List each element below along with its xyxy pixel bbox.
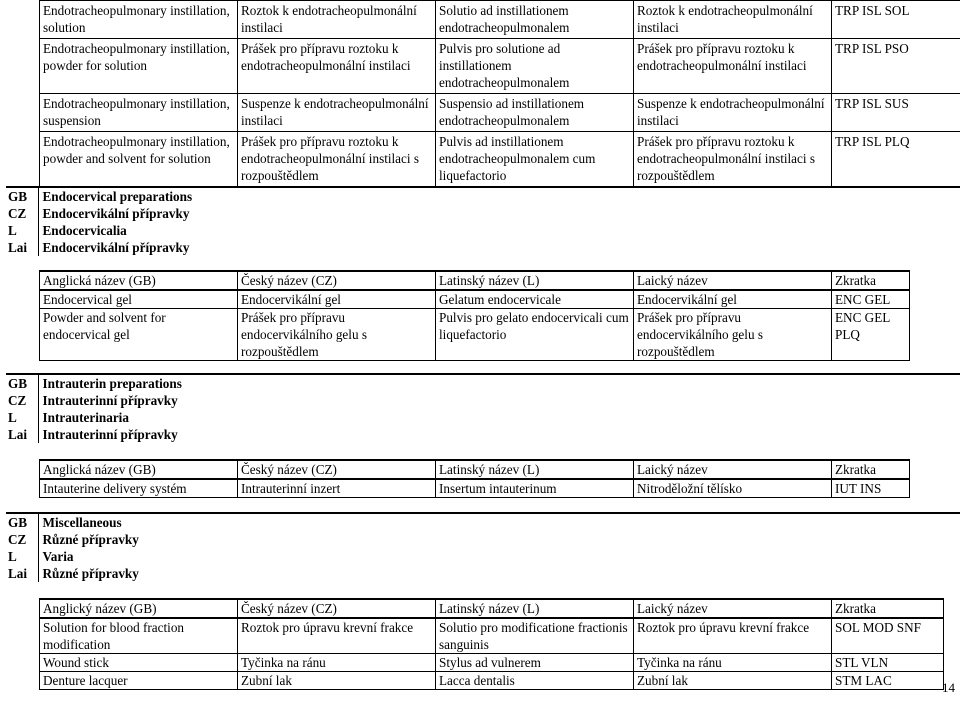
cell: Roztok pro úpravu krevní frakce [634,618,832,654]
section-name: Intrauterinní přípravky [38,426,960,443]
table-row [40,290,910,309]
cell: Endotracheopulmonary instillation, powder and solvent for solution [40,132,238,187]
cell: Insertum intauterinum [436,479,634,498]
column-header: Zkratka [832,599,944,618]
page-number: 14 [942,680,955,695]
cell: Roztok pro úpravu krevní frakce [238,618,436,654]
lang-code: GB [8,189,28,204]
table-row [40,618,944,654]
section-name: Endocervicalia [38,222,960,239]
column-header: Český název (CZ) [238,599,436,618]
table-row [40,309,910,361]
table-row [40,132,960,187]
column-header: Zkratka [832,271,910,290]
lang-code: CZ [8,206,27,221]
column-header: Latinský název (L) [436,460,634,479]
cell: Zubní lak [634,672,832,690]
cell: TRP ISL PLQ [832,132,960,187]
column-header: Anglická název (GB) [40,271,238,290]
lang-code: L [8,223,17,238]
cell: Solutio pro modificatione fractionis sanguinis [436,618,634,654]
cell: Lacca dentalis [436,672,634,690]
section-name: Endocervikální přípravky [38,205,960,222]
table-row [40,1,960,39]
cell: Tyčinka na ránu [634,654,832,672]
section-heading-intrauterin [6,373,960,443]
cell: Intauterine delivery systém [40,479,238,498]
cell: Endotracheopulmonary instillation, suspension [40,94,238,132]
cell: Prášek pro přípravu roztoku k endotracheopulmonální instilaci s rozpouštědlem [634,132,832,187]
lang-code: CZ [8,532,27,547]
intrauterin-table [39,459,910,498]
cell: Prášek pro přípravu endocervikálního gelu s rozpouštědlem [634,309,832,361]
cell: IUT INS [832,479,910,498]
column-header: Zkratka [832,460,910,479]
cell: Wound stick [40,654,238,672]
section-name: Různé přípravky [38,531,960,548]
lang-code: Lai [8,566,28,581]
column-header: Laický název [634,599,832,618]
lang-code: GB [8,376,28,391]
column-header: Latinský název (L) [436,599,634,618]
cell: Stylus ad vulnerem [436,654,634,672]
table-row [40,479,910,498]
cell: Endocervikální gel [238,290,436,309]
section-name: Endocervical preparations [38,187,960,205]
cell: Prášek pro přípravu roztoku k endotracheopulmonální instilaci [238,39,436,94]
cell: Prášek pro přípravu endocervikálního gelu s rozpouštědlem [238,309,436,361]
table-header-row [40,271,910,290]
table-row [40,39,960,94]
cell: Powder and solvent for endocervical gel [40,309,238,361]
cell: Solutio ad instillationem endotracheopulmonalem [436,1,634,39]
section-name: Intrauterinaria [38,409,960,426]
lang-code: Lai [8,427,28,442]
cell: Pulvis ad instillationem endotracheopulmonalem cum liquefactorio [436,132,634,187]
table-row [40,654,944,672]
table-header-row [40,460,910,479]
column-header: Anglická název (GB) [40,460,238,479]
column-header: Český název (CZ) [238,460,436,479]
cell: TRP ISL PSO [832,39,960,94]
section-name: Intrauterinní přípravky [38,392,960,409]
cell: TRP ISL SUS [832,94,960,132]
cell: STM LAC [832,672,944,690]
endocervical-table [39,270,910,361]
cell: Endotracheopulmonary instillation, solution [40,1,238,39]
cell: Suspenze k endotracheopulmonální instilaci [634,94,832,132]
column-header: Anglický název (GB) [40,599,238,618]
section-name: Varia [38,548,960,565]
column-header: Laický název [634,271,832,290]
cell: Roztok k endotracheopulmonální instilaci [238,1,436,39]
table-row [40,672,944,690]
cell: Suspenze k endotracheopulmonální instilaci [238,94,436,132]
instillation-table [39,0,960,187]
cell: STL VLN [832,654,944,672]
cell: Suspensio ad instillationem endotracheopulmonalem [436,94,634,132]
lang-code: L [8,410,17,425]
cell: Prášek pro přípravu roztoku k endotracheopulmonální instilaci s rozpouštědlem [238,132,436,187]
section-name: Endocervikální přípravky [38,239,960,256]
cell: Pulvis pro gelato endocervicali cum liquefactorio [436,309,634,361]
section-name: Intrauterin preparations [38,374,960,392]
cell: Pulvis pro solutione ad instillationem endotracheopulmonalem [436,39,634,94]
cell: Endocervical gel [40,290,238,309]
cell: Endotracheopulmonary instillation, powder for solution [40,39,238,94]
lang-code: Lai [8,240,28,255]
cell: ENC GEL [832,290,910,309]
cell: Nitroděložní tělísko [634,479,832,498]
lang-code: L [8,549,17,564]
cell: Solution for blood fraction modification [40,618,238,654]
column-header: Laický název [634,460,832,479]
column-header: Český název (CZ) [238,271,436,290]
table-row [40,94,960,132]
cell: Denture lacquer [40,672,238,690]
cell: TRP ISL SOL [832,1,960,39]
cell: Tyčinka na ránu [238,654,436,672]
cell: Prášek pro přípravu roztoku k endotracheopulmonální instilaci [634,39,832,94]
cell: Zubní lak [238,672,436,690]
cell: SOL MOD SNF [832,618,944,654]
cell: Roztok k endotracheopulmonální instilaci [634,1,832,39]
cell: Endocervikální gel [634,290,832,309]
column-header: Latinský název (L) [436,271,634,290]
miscellaneous-table [39,598,944,690]
cell: Gelatum endocervicale [436,290,634,309]
cell: ENC GEL PLQ [832,309,910,361]
section-name: Různé přípravky [38,565,960,582]
section-heading-miscellaneous [6,512,960,582]
lang-code: GB [8,515,28,530]
section-name: Miscellaneous [38,513,960,531]
section-heading-endocervical [6,186,960,256]
lang-code: CZ [8,393,27,408]
cell: Intrauterinní inzert [238,479,436,498]
table-header-row [40,599,944,618]
